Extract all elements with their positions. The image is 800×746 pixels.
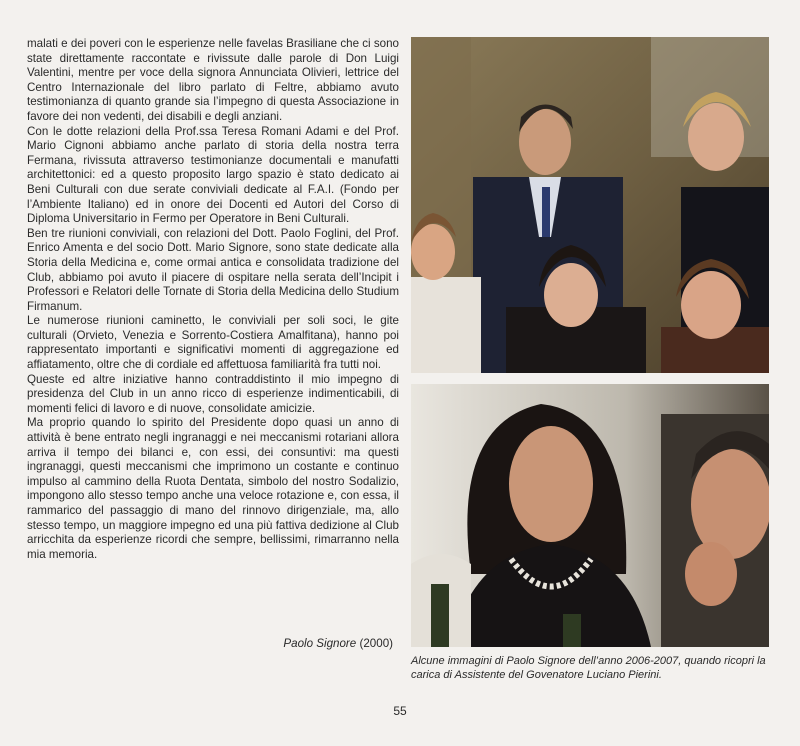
page-number: 55 bbox=[393, 704, 407, 718]
paragraph: Ma proprio quando lo spirito del Presidente dopo quasi un anno di attività è bene entrato negli ingranaggi e nei meccanismi rotariani allora arriva il tempo dei bilanci e, con essi, dei consuntivi: ma questi ingranaggi, questi meccanismi che imprimono un costante e continuo impulso al cammino della Ruota Dentata, simbolo del nostro Sodalizio, impongono allo stesso tempo anche una veloce rotazione e, con essa, il rammarico del passaggio di mano del rinnovo dirigenziale, ma, allo stesso tempo, un maggiore impegno ed una più fattiva dedizione al Club arricchita da esperienze ricordi che sempre, bellissimi, rimarranno nella mia memoria. bbox=[27, 416, 399, 561]
paragraph: Ben tre riunioni conviviali, con relazioni del Dott. Paolo Foglini, del Prof. Enrico Amenta e del socio Dott. Mario Signore, sono state dedicate alla Storia della Medicina e, come ormai antica e consolidata tradizione del Club, abbiamo poi avuto il piacere di ospitare nella serata dell’Incipit i Professori e Relatori delle Tornate di Storia della Medicina dello Studium Firmanum. bbox=[27, 226, 399, 313]
signature bbox=[27, 637, 393, 650]
paragraph: Le numerose riunioni caminetto, le conviviali per soli soci, le gite culturali (Orvieto, Venezia e Sorrento-Costiera Amalfitana), hanno poi rappresentato importanti e significativi momenti di aggregazione ed affiatamento, oltre che di cordiale ed affettuosa familiarità fra tutti noi. bbox=[27, 314, 399, 372]
signature-author: Paolo Signore bbox=[283, 637, 357, 650]
body-text bbox=[27, 37, 399, 562]
paragraph: Queste ed altre iniziative hanno contraddistinto il mio impegno di presidenza del Club in un anno ricco di esperienze indimenticabili, di momenti felici di lavoro e di nuove, consolidate amicizie. bbox=[27, 372, 399, 415]
paragraph: Con le dotte relazioni della Prof.ssa Teresa Romani Adami e del Prof. Mario Cignoni abbiamo anche parlato di storia della nostra terra Fermana, rivissuta attraverso testimonianze documentali e manufatti architettonici: ed a questo proposito largo spazio è stato dedicato ai Beni Culturali con due serate conviviali dedicate al F.A.I. (Fondo per l’Ambiente Italiano) ed in onore dei Docenti ed Autori del Corso di Diploma Universitario in Fermo per Operatore in Beni Culturali. bbox=[27, 124, 399, 226]
group-photo bbox=[411, 37, 769, 373]
signature-year: (2000) bbox=[359, 637, 393, 650]
photo-caption: Alcune immagini di Paolo Signore dell’anno 2006-2007, quando ricopri la carica di Assistente del Govenatore Luciano Pierini. bbox=[411, 655, 766, 681]
paragraph: malati e dei poveri con le esperienze nelle favelas Brasiliane che ci sono state direttamente raccontate e rivissute dalle parole di Don Luigi Valentini, mentre per voce della signora Annunciata Olivieri, lettrice del Centro Internazionale del libro parlato di Feltre, abbiamo avuto testimonianza di quanto grande sia l’impegno di questa Associazione in favore dei non vedenti, dei disabili e degli anziani. bbox=[27, 37, 399, 123]
dinner-photo bbox=[411, 384, 769, 647]
